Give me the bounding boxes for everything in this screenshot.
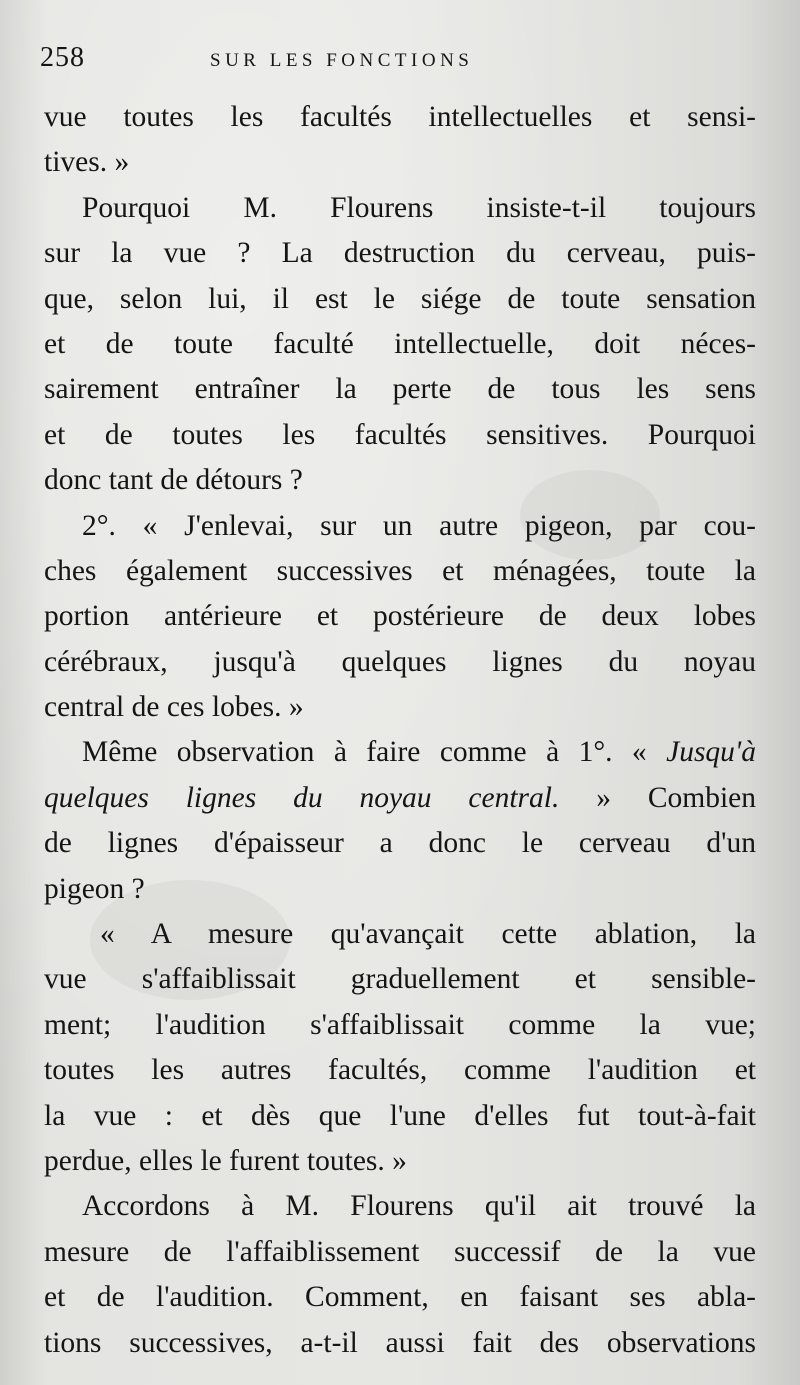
text-line: que, selon lui, il est le siége de toute sensation bbox=[44, 282, 756, 315]
text-line: « A mesure qu'avançait cette ablation, la bbox=[100, 918, 756, 951]
text-line: Pourquoi M. Flourens insiste-t-il toujours bbox=[82, 191, 756, 224]
text-line: tives. » bbox=[44, 146, 130, 179]
body-text bbox=[44, 95, 756, 1366]
text-line: sairement entraîner la perte de tous les sens bbox=[44, 373, 756, 406]
text-line: perdue, elles le furent toutes. » bbox=[44, 1144, 407, 1177]
text-line: vue toutes les facultés intellectuelles et sensi- bbox=[44, 101, 756, 133]
text-line: tions successives, a-t-il aussi fait des observations bbox=[44, 1326, 756, 1359]
text-line: vue s'affaiblissait graduellement et sensible- bbox=[44, 963, 756, 996]
text-line: portion antérieure et postérieure de deux lobes bbox=[44, 600, 756, 633]
running-title: SUR LES FONCTIONS bbox=[210, 50, 474, 71]
text-line: Accordons à M. Flourens qu'il ait trouvé la bbox=[82, 1190, 756, 1223]
text-line: ches également successives et ménagées, toute la bbox=[44, 554, 756, 587]
text-line: et de toute faculté intellectuelle, doit néces- bbox=[44, 327, 756, 360]
text-line: mesure de l'affaiblissement successif de la vue bbox=[44, 1235, 756, 1268]
text-segment: » Combien bbox=[559, 781, 756, 814]
text-line: la vue : et dès que l'une d'elles fut tout-à-fait bbox=[44, 1099, 756, 1132]
text-line: ment; l'audition s'affaiblissait comme la vue; bbox=[44, 1008, 756, 1041]
text-line: et de l'audition. Comment, en faisant ses abla- bbox=[44, 1281, 756, 1314]
text-line: 2°. « J'enlevai, sur un autre pigeon, par cou- bbox=[82, 509, 756, 542]
text-line: et de toutes les facultés sensitives. Pourquoi bbox=[44, 418, 756, 451]
text-line: sur la vue ? La destruction du cerveau, puis- bbox=[44, 237, 756, 270]
page-header bbox=[40, 42, 760, 82]
text-segment: Même observation à faire comme à 1°. « bbox=[82, 736, 667, 769]
text-line: cérébraux, jusqu'à quelques lignes du noyau bbox=[44, 645, 756, 678]
text-line: de lignes d'épaisseur a donc le cerveau d'un bbox=[44, 827, 756, 860]
text-line: pigeon ? bbox=[44, 872, 145, 905]
text-line bbox=[44, 776, 756, 821]
italic-quote: Jusqu'à bbox=[666, 736, 756, 769]
text-line bbox=[44, 730, 756, 775]
text-line: donc tant de détours ? bbox=[44, 464, 303, 497]
page-number: 258 bbox=[40, 42, 85, 73]
text-line: central de ces lobes. » bbox=[44, 691, 304, 724]
text-line: toutes les autres facultés, comme l'audition et bbox=[44, 1054, 756, 1087]
italic-quote: quelques lignes du noyau central. bbox=[44, 781, 560, 814]
